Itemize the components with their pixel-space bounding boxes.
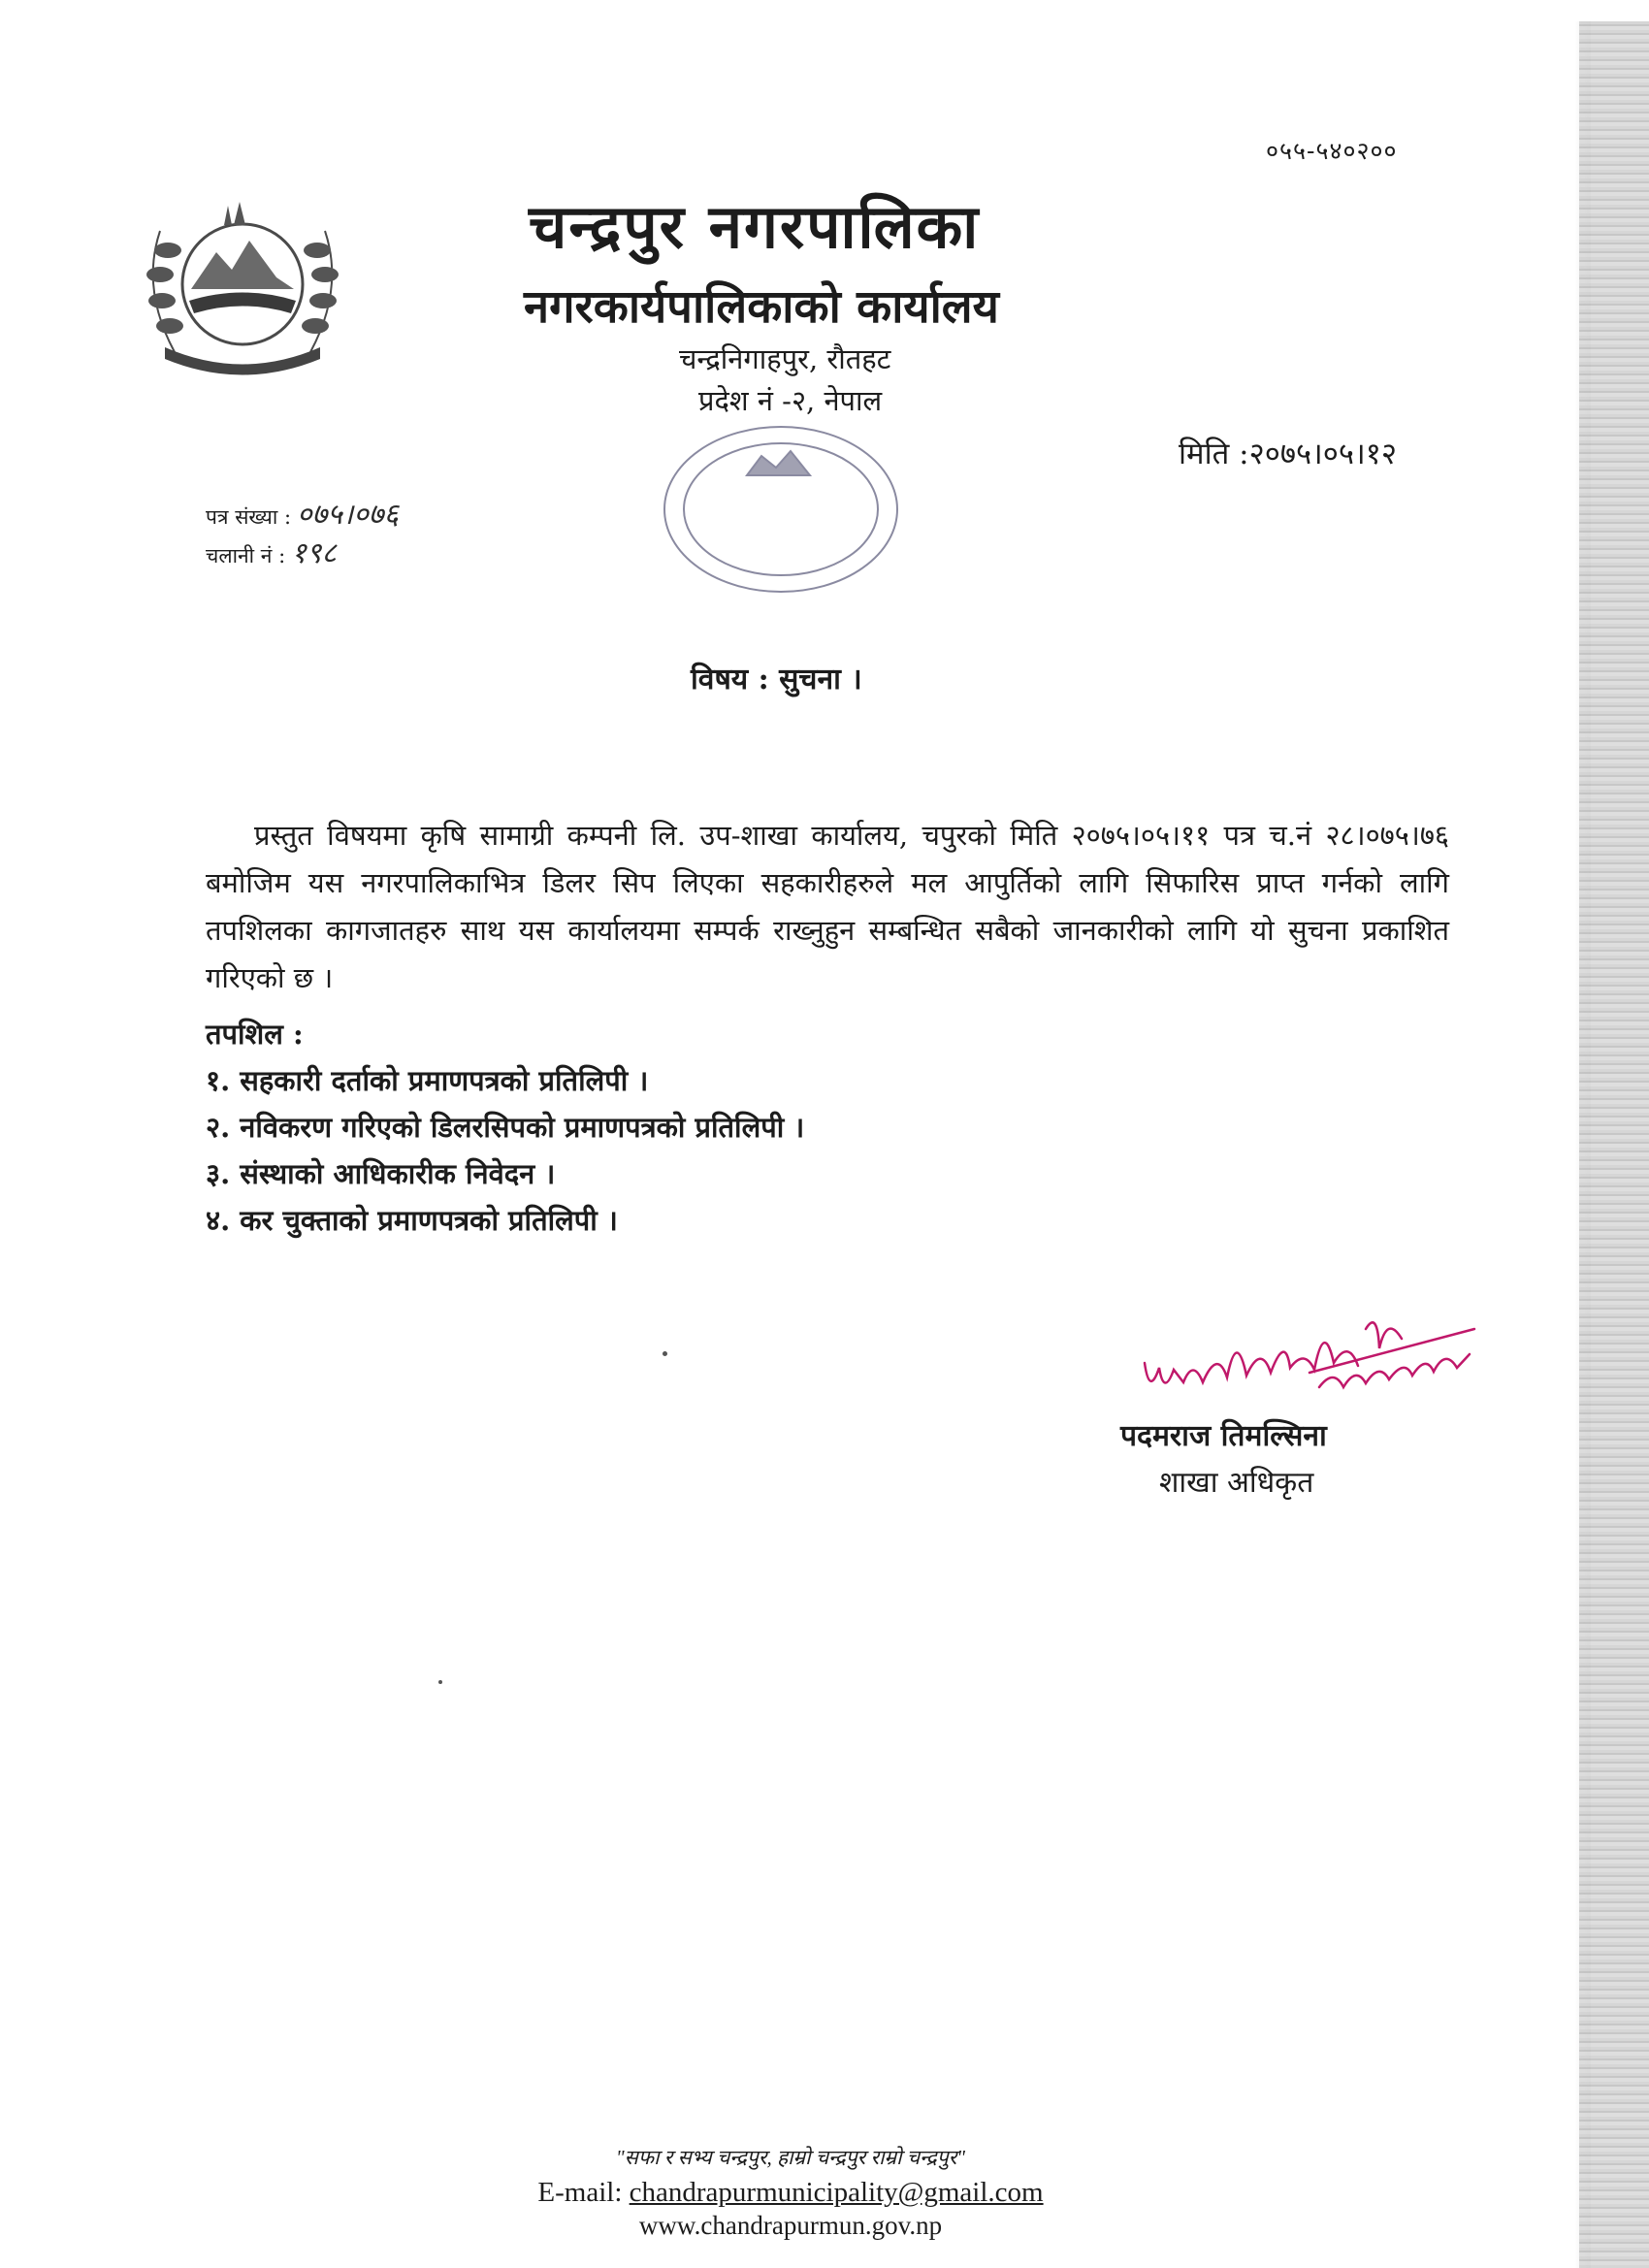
footer-email-line [0,2177,1581,2209]
phone-number: ०५५-५४०२०० [1266,137,1398,165]
footer-website[interactable]: www.chandrapurmun.gov.np [638,2211,943,2240]
address-line-2: प्रदेश नं -२, नेपाल [698,384,883,417]
tapasil-item: ४. कर चुक्ताको प्रमाणपत्रको प्रतिलिपी । [206,1204,618,1237]
address-line-1: चन्द्रनिगाहपुर, रौतहट [679,342,891,375]
reference-numbers [206,497,399,574]
letter-footer [0,2144,1581,2241]
signatory-name: पदमराज तिमल्सिना [1120,1419,1327,1453]
office-stamp-icon [640,407,922,601]
date-label: मिति : [1179,437,1249,471]
scan-speck [663,1351,667,1356]
email-link[interactable]: chandrapurmunicipality@gmail.com [629,2177,1044,2208]
letter-number-row [206,497,399,535]
footer-slogan: "सफा र सभ्य चन्द्रपुर, हाम्रो चन्द्रपुर राम्रो चन्द्रपुर" [615,2146,966,2169]
tapasil-heading: तपशिल : [206,1018,304,1051]
scan-speck [438,1680,442,1684]
office-name: नगरकार्यपालिकाको कार्यालय [524,280,999,334]
notice-body: प्रस्तुत विषयमा कृषि सामाग्री कम्पनी लि. उप-शाखा कार्यालय, चपुरको मिति २०७५।०५।११ पत्र च.नं २८।०७५।७६ बमोजिम यस नगरपालिकाभित्र डिलर सिप लिएका सहकारीहरुले मल आपुर्तिको लागि सिफारिस प्राप्त गर्नको लागि तपशिलका कागजातहरु साथ यस कार्यालयमा सम्पर्क राख्नुहुन सम्बन्धित सबैको जानकारीको लागि यो सुचना प्रकाशित गरिएको छ । [206,819,1449,994]
dispatch-number-value: १९८ [291,536,337,570]
dispatch-number-row [206,535,399,574]
tapasil-item: ३. संस्थाको आधिकारीक निवेदन । [206,1157,556,1190]
tapasil-item: १. सहकारी दर्ताको प्रमाणपत्रको प्रतिलिपी । [206,1064,649,1097]
signatory-title: शाखा अधिकृत [1159,1466,1314,1500]
letter-number-value: ०७५।०७६ [297,498,400,532]
subject-line: विषय : सुचना । [691,663,862,697]
tapasil-list [206,1057,804,1244]
dispatch-number-label: चलानी नं : [206,544,286,567]
email-label: E-mail: [537,2177,623,2208]
tapasil-item: २. नविकरण गरिएको डिलरसिपको प्रमाणपत्रको प्रतिलिपी । [206,1111,805,1144]
letter-date [1179,433,1397,473]
municipality-name: चन्द्रपुर नगरपालिका [529,191,981,262]
government-of-nepal-emblem-icon [131,192,354,386]
date-value: २०७५।०५।१२ [1248,437,1398,471]
scan-edge-strip [1579,21,1649,2268]
handwritten-signature-icon [1125,1290,1494,1416]
letter-number-label: पत्र संख्या : [206,505,292,529]
